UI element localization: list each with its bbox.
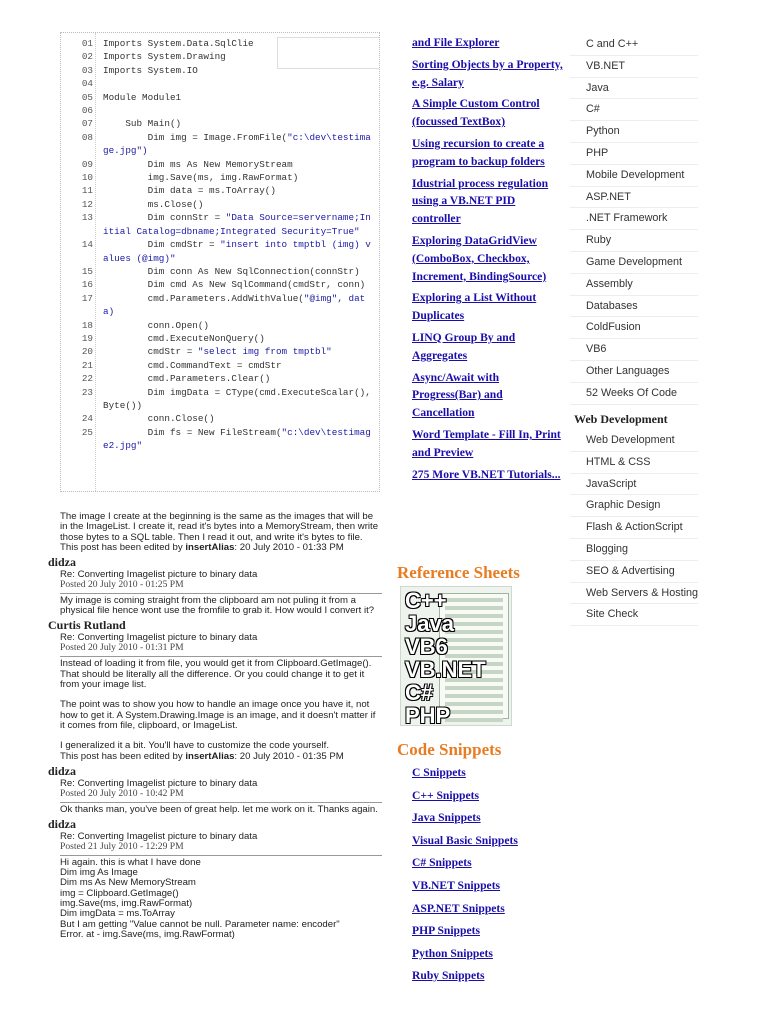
post-header bbox=[60, 633, 382, 653]
code-text: img.Save(ms, img.RawFormat) bbox=[103, 172, 299, 184]
string-literal: "@img", data) bbox=[103, 292, 366, 318]
code-block bbox=[60, 32, 380, 492]
line-number: 12 bbox=[81, 198, 93, 210]
line-number: 16 bbox=[81, 279, 93, 291]
reference-languages bbox=[405, 589, 486, 726]
code-line bbox=[61, 91, 379, 104]
code-text: Dim connStr = "Data Source=servername;Initial Catalog=dbname;Integrated Security=True" bbox=[103, 212, 371, 237]
language-menu-item[interactable]: Java bbox=[570, 78, 698, 100]
line-number: 05 bbox=[81, 91, 93, 103]
post-text: Ok thanks man, you've been of great help. let me work on it. Thanks again. bbox=[60, 803, 378, 815]
post-subject: Re: Converting Imagelist picture to binary data bbox=[60, 568, 258, 580]
reference-language-label: C# bbox=[405, 680, 434, 705]
post-subject: Re: Converting Imagelist picture to binary data bbox=[60, 777, 258, 789]
language-menu-item[interactable]: VB6 bbox=[570, 339, 698, 361]
language-menu-item[interactable]: C# bbox=[570, 99, 698, 121]
code-toolbar-box bbox=[277, 37, 380, 69]
line-number: 03 bbox=[81, 64, 93, 76]
code-text: Dim fs = New FileStream("c:\dev\testimage2.jpg" bbox=[103, 426, 371, 452]
post-divider bbox=[60, 593, 382, 594]
post-date: Posted 20 July 2010 - 01:31 PM bbox=[60, 642, 184, 654]
line-number: 25 bbox=[81, 426, 93, 438]
language-menu-item[interactable]: ASP.NET bbox=[570, 187, 698, 209]
reference-language-label: Java bbox=[405, 611, 454, 636]
post-body bbox=[60, 858, 382, 940]
reference-language-label: PHP bbox=[405, 703, 451, 726]
code-line bbox=[61, 332, 379, 345]
code-line bbox=[61, 77, 379, 90]
snippet-link[interactable]: VB.NET Snippets bbox=[412, 878, 501, 892]
post-divider bbox=[60, 656, 382, 657]
post-text: I generalized it a bit. You'll have to customize the code yourself. bbox=[60, 740, 330, 752]
snippet-link[interactable]: C++ Snippets bbox=[412, 788, 480, 802]
webdev-items bbox=[570, 430, 698, 626]
language-menu-item[interactable]: .NET Framework bbox=[570, 208, 698, 230]
reference-language-label: VB.NET bbox=[405, 657, 486, 682]
code-line bbox=[61, 265, 379, 278]
edited-note bbox=[60, 752, 382, 762]
line-number: 01 bbox=[81, 38, 93, 49]
line-number: 21 bbox=[81, 359, 93, 371]
reference-language-label: C++ bbox=[405, 588, 447, 613]
string-literal: "c:\dev\testimage.jpg") bbox=[103, 131, 371, 157]
code-line bbox=[61, 278, 379, 291]
code-text: conn.Close() bbox=[103, 413, 215, 425]
snippet-link[interactable]: Visual Basic Snippets bbox=[412, 833, 518, 847]
snippet-link[interactable]: C# Snippets bbox=[412, 856, 472, 870]
snippet-link[interactable]: Python Snippets bbox=[412, 946, 493, 960]
code-text: Dim cmdStr = "insert into tmptbl (img) values (@img)" bbox=[103, 239, 371, 264]
code-text: cmd.CommandText = cmdStr bbox=[103, 359, 282, 371]
code-line bbox=[61, 412, 379, 425]
code-line bbox=[61, 372, 379, 385]
language-menu bbox=[570, 34, 698, 405]
tutorial-link[interactable]: LINQ Group By and Aggregates bbox=[412, 330, 516, 362]
code-text: Dim img = Image.FromFile("c:\dev\testimage.jpg") bbox=[103, 131, 371, 157]
editor-name[interactable]: insertAlias bbox=[185, 750, 235, 762]
tutorial-link[interactable]: Word Template - Fill In, Print and Preview bbox=[412, 427, 561, 459]
reference-sheets-image[interactable] bbox=[400, 586, 512, 726]
language-menu-item[interactable]: VB.NET bbox=[570, 56, 698, 78]
post-body bbox=[60, 659, 382, 751]
post-header bbox=[60, 570, 382, 590]
snippet-link[interactable]: Java Snippets bbox=[412, 811, 481, 825]
webdev-menu-item[interactable]: Web Servers & Hosting bbox=[570, 583, 698, 605]
code-snippets-title: Code Snippets bbox=[397, 740, 502, 759]
snippet-link[interactable]: C Snippets bbox=[412, 766, 466, 779]
webdev-menu-item[interactable]: Graphic Design bbox=[570, 495, 698, 517]
post-text-line: Error. at - img.Save(ms, img.RawFormat) bbox=[60, 928, 235, 940]
reference-language-label: VB6 bbox=[405, 634, 448, 659]
code-text bbox=[103, 104, 379, 117]
language-menu-item[interactable]: ColdFusion bbox=[570, 317, 698, 339]
code-line bbox=[61, 359, 379, 372]
code-text: ms.Close() bbox=[103, 198, 204, 210]
line-number: 19 bbox=[81, 332, 93, 344]
string-literal: "select img from tmptbl" bbox=[197, 346, 332, 358]
editor-name[interactable]: insertAlias bbox=[185, 541, 235, 553]
line-number: 07 bbox=[81, 118, 93, 130]
post-body bbox=[60, 596, 382, 617]
post-text-line: img.Save(ms, img.RawFormat) bbox=[60, 898, 193, 910]
code-text: cmd.Parameters.Clear() bbox=[103, 373, 271, 385]
code-lines bbox=[61, 33, 379, 453]
language-menu-item[interactable]: Game Development bbox=[570, 252, 698, 274]
code-line bbox=[61, 345, 379, 358]
code-line bbox=[61, 198, 379, 211]
post-author[interactable]: didza bbox=[48, 554, 77, 569]
post-text: The image I create at the beginning is the same as the images that will be in the ImageList. I create it, read it's bytes into a MemoryStream, then write those bytes to a SQL table. Then I read it out, and write it's bytes to file. bbox=[60, 511, 379, 543]
post-author[interactable]: didza bbox=[48, 816, 77, 831]
line-number: 17 bbox=[81, 292, 93, 304]
code-text: Sub Main() bbox=[103, 118, 182, 130]
code-line bbox=[61, 104, 379, 117]
line-number: 08 bbox=[81, 131, 93, 143]
code-line bbox=[61, 319, 379, 332]
code-text: Imports System.Drawing bbox=[103, 51, 226, 63]
code-line bbox=[61, 131, 379, 158]
post-text-line: Dim imgData = ms.ToArray bbox=[60, 908, 175, 920]
edited-prefix: This post has been edited by bbox=[60, 750, 186, 762]
language-menu-item[interactable]: Ruby bbox=[570, 230, 698, 252]
snippet-links bbox=[412, 764, 518, 990]
string-literal: "Data Source=servername;Initial Catalog=dbname;Integrated Security=True" bbox=[103, 212, 371, 237]
language-menu-item[interactable]: C and C++ bbox=[570, 34, 698, 56]
line-number: 24 bbox=[81, 413, 93, 425]
code-text bbox=[103, 77, 379, 90]
code-line bbox=[61, 238, 379, 265]
tutorial-link[interactable]: and File Explorer bbox=[412, 36, 500, 49]
post-author[interactable]: didza bbox=[48, 763, 77, 778]
tutorial-link[interactable]: Idustrial process regulation using a VB.NET PID controller bbox=[412, 176, 549, 226]
code-text: Dim data = ms.ToArray() bbox=[103, 185, 276, 197]
reply-list bbox=[48, 555, 382, 940]
language-menu-item[interactable]: Databases bbox=[570, 296, 698, 318]
post-body bbox=[60, 512, 382, 543]
snippet-link[interactable]: PHP Snippets bbox=[412, 924, 480, 938]
tutorial-link[interactable]: 275 More VB.NET Tutorials... bbox=[412, 467, 561, 481]
snippet-link[interactable]: Ruby Snippets bbox=[412, 969, 485, 983]
code-line bbox=[61, 211, 379, 238]
post-body bbox=[60, 805, 382, 815]
post-date: Posted 20 July 2010 - 01:25 PM bbox=[60, 578, 184, 590]
webdev-menu-item[interactable]: Web Development bbox=[570, 430, 698, 452]
webdev-menu-item[interactable]: Blogging bbox=[570, 539, 698, 561]
post-text: Instead of loading it from file, you would get it from Clipboard.GetImage(). That should be literally all the difference. Or you could change it to get it from your image list. bbox=[60, 658, 372, 691]
post-text-line: Dim ms As New MemoryStream bbox=[60, 877, 196, 889]
language-menu-item[interactable]: Other Languages bbox=[570, 361, 698, 383]
post-text: The point was to show you how to handle an image once you have it, not how to get it. A System.Drawing.Image is an image, and it doesn't matter if it comes from file, clipboard, or ImageList. bbox=[60, 699, 376, 731]
code-text: Imports System.IO bbox=[103, 64, 198, 76]
language-menu-item[interactable]: Python bbox=[570, 121, 698, 143]
line-number: 06 bbox=[81, 105, 93, 117]
line-number: 18 bbox=[81, 319, 93, 331]
post-text: My image is coming straight from the clipboard am not puling it from a physical file hence wont use the fromfile to grab it. How would I convert it? bbox=[60, 594, 375, 617]
post-header bbox=[60, 779, 382, 799]
snippet-link[interactable]: ASP.NET Snippets bbox=[412, 901, 505, 915]
line-number: 23 bbox=[81, 386, 93, 398]
code-text: Imports System.Data.SqlClie bbox=[103, 38, 254, 49]
code-line bbox=[61, 386, 379, 413]
code-line bbox=[61, 171, 379, 184]
string-literal: "insert into tmptbl (img) values (@img)" bbox=[103, 239, 371, 264]
line-number: 14 bbox=[81, 239, 93, 251]
webdev-menu-item[interactable]: Site Check bbox=[570, 604, 698, 626]
code-text: cmdStr = "select img from tmptbl" bbox=[103, 346, 332, 358]
tutorial-link[interactable]: Exploring a List Without Duplicates bbox=[412, 291, 537, 323]
language-menu-item[interactable]: Mobile Development bbox=[570, 165, 698, 187]
code-text: cmd.Parameters.AddWithValue("@img", data) bbox=[103, 292, 366, 318]
code-text: Dim ms As New MemoryStream bbox=[103, 158, 293, 170]
language-menu-item[interactable]: Assembly bbox=[570, 274, 698, 296]
forum-posts bbox=[48, 512, 382, 940]
code-line bbox=[61, 292, 379, 319]
edited-note: This post has been edited by insertAlias: 20 July 2010 - 01:33 PM bbox=[60, 541, 344, 553]
webdev-menu-item[interactable]: Flash & ActionScript bbox=[570, 517, 698, 539]
tutorial-link[interactable]: A Simple Custom Control (focussed TextBox) bbox=[412, 97, 540, 129]
reference-sheets-title: Reference Sheets bbox=[397, 563, 520, 582]
post-text-line: img = Clipboard.GetImage() bbox=[60, 887, 179, 899]
line-number: 10 bbox=[81, 172, 93, 184]
tutorial-link[interactable]: Async/Await with Progress(Bar) and Cancellation bbox=[412, 370, 503, 420]
post-date: Posted 21 July 2010 - 12:29 PM bbox=[60, 840, 184, 852]
webdev-heading: Web Development bbox=[574, 412, 668, 426]
post-subject: Re: Converting Imagelist picture to binary data bbox=[60, 632, 258, 644]
tutorial-list bbox=[412, 34, 564, 487]
code-text: Dim conn As New SqlConnection(connStr) bbox=[103, 265, 360, 277]
code-text: Module Module1 bbox=[103, 91, 182, 103]
line-number: 20 bbox=[81, 346, 93, 358]
tutorial-link[interactable]: Using recursion to create a program to backup folders bbox=[412, 136, 545, 168]
line-number: 11 bbox=[81, 185, 93, 197]
webdev-menu-item[interactable]: JavaScript bbox=[570, 474, 698, 496]
line-number: 15 bbox=[81, 265, 93, 277]
tutorial-link[interactable]: Sorting Objects by a Property, e.g. Salary bbox=[412, 57, 563, 89]
post-subject: Re: Converting Imagelist picture to binary data bbox=[60, 830, 258, 842]
webdev-menu-item[interactable]: HTML & CSS bbox=[570, 452, 698, 474]
code-line bbox=[61, 184, 379, 197]
line-number: 02 bbox=[81, 51, 93, 63]
code-line bbox=[61, 158, 379, 171]
post-divider bbox=[60, 855, 382, 856]
language-menu-item[interactable]: 52 Weeks Of Code bbox=[570, 383, 698, 405]
post-text-line: Dim img As Image bbox=[60, 867, 138, 879]
post-text-line: Hi again. this is what I have done bbox=[60, 856, 201, 868]
post-header bbox=[60, 832, 382, 852]
line-number: 04 bbox=[81, 78, 93, 90]
post-author[interactable]: Curtis Rutland bbox=[48, 618, 126, 633]
webdev-menu bbox=[570, 408, 698, 626]
tutorial-link[interactable]: Exploring DataGridView (ComboBox, Checkbox, Increment, BindingSource) bbox=[412, 233, 547, 283]
code-line bbox=[61, 117, 379, 130]
code-line bbox=[61, 426, 379, 453]
webdev-menu-item[interactable]: SEO & Advertising bbox=[570, 561, 698, 583]
post-date: Posted 20 July 2010 - 10:42 PM bbox=[60, 787, 184, 799]
code-text: Dim imgData = CType(cmd.ExecuteScalar(), Byte()) bbox=[103, 386, 377, 411]
line-number: 22 bbox=[81, 373, 93, 385]
edited-suffix: : 20 July 2010 - 01:35 PM bbox=[234, 750, 344, 762]
code-text: Dim cmd As New SqlCommand(cmdStr, conn) bbox=[103, 279, 366, 291]
post-divider bbox=[60, 802, 382, 803]
line-number: 13 bbox=[81, 212, 93, 224]
post-text-line: But I am getting "Value cannot be null. Parameter name: encoder" bbox=[60, 918, 340, 930]
code-text: conn.Open() bbox=[103, 319, 210, 331]
string-literal: "c:\dev\testimage2.jpg" bbox=[103, 426, 371, 452]
line-number: 09 bbox=[81, 158, 93, 170]
language-menu-item[interactable]: PHP bbox=[570, 143, 698, 165]
code-text: cmd.ExecuteNonQuery() bbox=[103, 332, 265, 344]
